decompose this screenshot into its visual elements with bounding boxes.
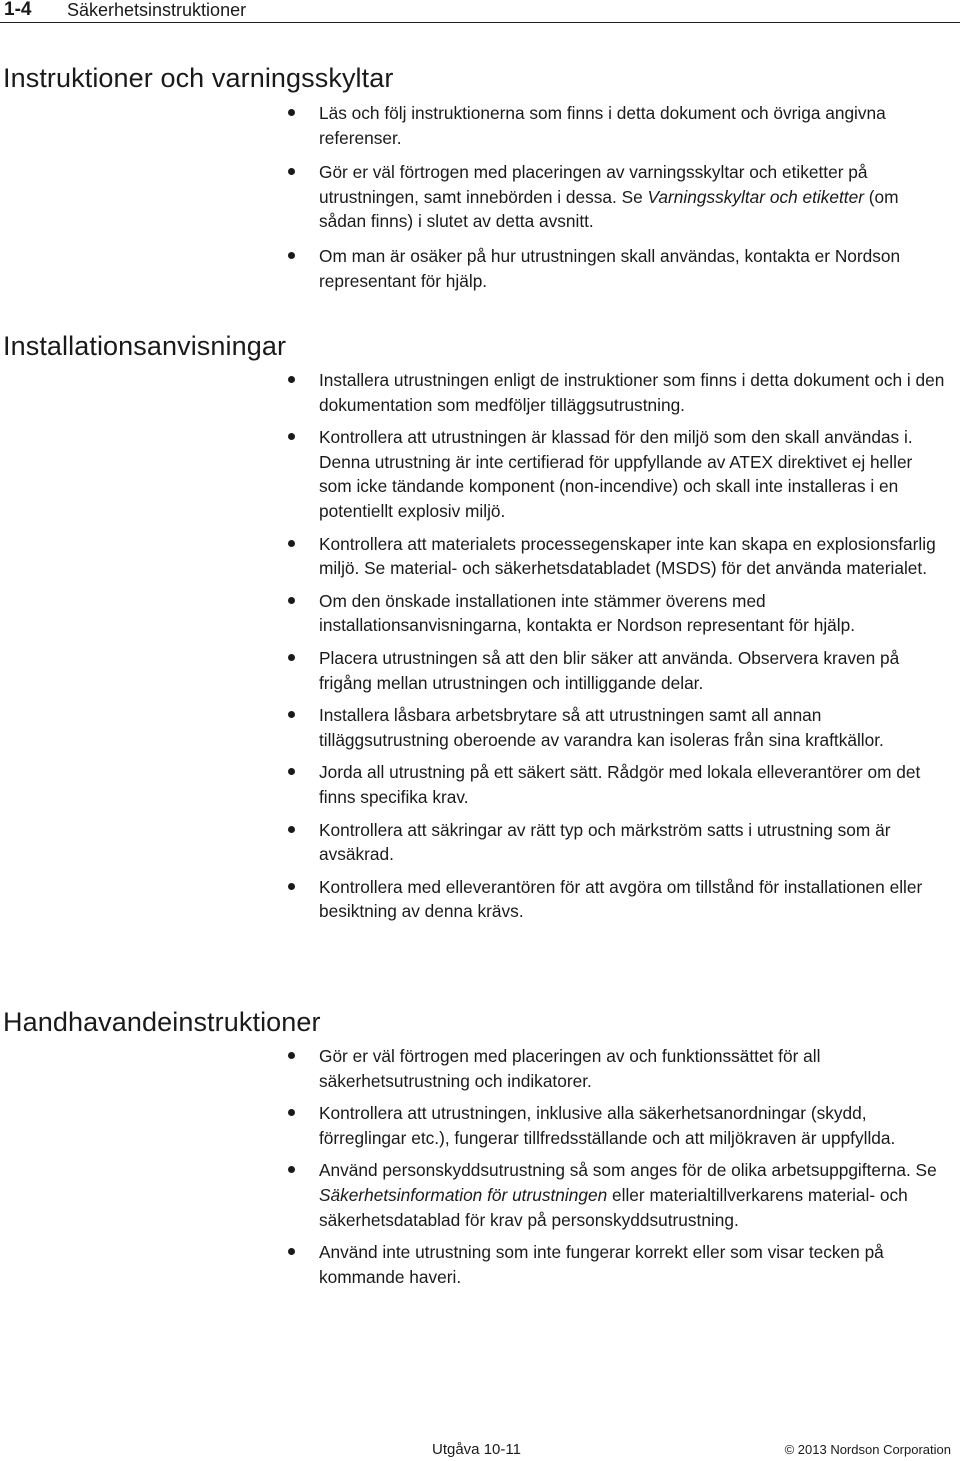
operation-list	[288, 1044, 948, 1289]
footer-edition: Utgåva 10-11	[432, 1441, 521, 1458]
bullet-icon	[288, 109, 295, 116]
page-number: 1-4	[4, 0, 32, 20]
list-item: Använd inte utrustning som inte fungerar korrekt eller som visar tecken på kommande haveri.	[288, 1240, 948, 1289]
installation-list	[288, 368, 948, 924]
list-item: Gör er väl förtrogen med placeringen av varningsskyltar och etiketter på utrustningen, samt innebörden i dessa. Se Varningsskyltar och etiketter (om sådan finns) i slutet av detta avsnitt.	[288, 160, 948, 234]
list-item: Kontrollera att säkringar av rätt typ och märkström satts i utrustning som är avsäkrad.	[288, 818, 948, 867]
page-header	[0, 0, 960, 22]
header-title: Säkerhetsinstruktioner	[67, 0, 247, 20]
bullet-icon	[288, 1166, 295, 1173]
list-item: Använd personskyddsutrustning så som anges för de olika arbetsuppgifterna. Se Säkerhetsinformation för utrustningen eller materialtillverkarens material- och säkerhetsdatablad för krav på personskyddsutrustning.	[288, 1158, 948, 1232]
footer-copyright: © 2013 Nordson Corporation	[784, 1442, 951, 1457]
bullet-icon	[288, 1248, 295, 1255]
bullet-icon	[288, 540, 295, 547]
list-item: Om den önskade installationen inte stämmer överens med installationsanvisningarna, kontakta er Nordson representant för hjälp.	[288, 589, 948, 638]
list-item: Jorda all utrustning på ett säkert sätt. Rådgör med lokala elleverantörer om det finns specifika krav.	[288, 760, 948, 809]
list-item: Installera låsbara arbetsbrytare så att utrustningen samt all annan tilläggsutrustning oberoende av varandra kan isoleras från sina kraftkällor.	[288, 703, 948, 752]
bullet-icon	[288, 597, 295, 604]
section-heading-operation: Handhavandeinstruktioner	[3, 1007, 321, 1037]
list-item: Installera utrustningen enligt de instruktioner som finns i detta dokument och i den dokumentation som medföljer tilläggsutrustning.	[288, 368, 948, 417]
section-heading-instructions: Instruktioner och varningsskyltar	[3, 63, 394, 93]
bullet-icon	[288, 168, 295, 175]
list-item: Kontrollera med elleverantören för att avgöra om tillstånd för installationen eller besiktning av denna krävs.	[288, 875, 948, 924]
reference-title: Varningsskyltar och etiketter	[647, 186, 864, 207]
header-divider	[0, 22, 960, 23]
bullet-icon	[288, 711, 295, 718]
bullet-icon	[288, 654, 295, 661]
reference-title: Säkerhetsinformation för utrustningen	[319, 1184, 608, 1205]
bullet-icon	[288, 252, 295, 259]
bullet-icon	[288, 768, 295, 775]
bullet-icon	[288, 1109, 295, 1116]
list-item: Kontrollera att materialets processegenskaper inte kan skapa en explosionsfarlig miljö. Se material- och säkerhetsdatabladet (MSDS) för det använda materialet.	[288, 532, 948, 581]
list-item: Om man är osäker på hur utrustningen skall användas, kontakta er Nordson representant för hjälp.	[288, 244, 948, 293]
list-item: Läs och följ instruktionerna som finns i detta dokument och övriga angivna referenser.	[288, 101, 948, 150]
section-heading-installation: Installationsanvisningar	[3, 331, 287, 361]
list-item: Kontrollera att utrustningen, inklusive alla säkerhetsanordningar (skydd, förreglingar etc.), fungerar tillfredsställande och att miljökraven är uppfyllda.	[288, 1101, 948, 1150]
list-item: Gör er väl förtrogen med placeringen av och funktionssättet för all säkerhetsutrustning och indikatorer.	[288, 1044, 948, 1093]
bullet-icon	[288, 1052, 295, 1059]
list-item: Placera utrustningen så att den blir säker att använda. Observera kraven på frigång mellan utrustningen och intilliggande delar.	[288, 646, 948, 695]
bullet-icon	[288, 433, 295, 440]
bullet-icon	[288, 883, 295, 890]
bullet-icon	[288, 826, 295, 833]
instructions-list	[288, 101, 948, 293]
list-item: Kontrollera att utrustningen är klassad för den miljö som den skall användas i. Denna utrustning är inte certifierad för uppfyllande av ATEX direktivet ej heller som icke tändande komponent (non-incendive) och skall inte installeras i en potentiellt explosiv miljö.	[288, 425, 948, 523]
bullet-icon	[288, 376, 295, 383]
